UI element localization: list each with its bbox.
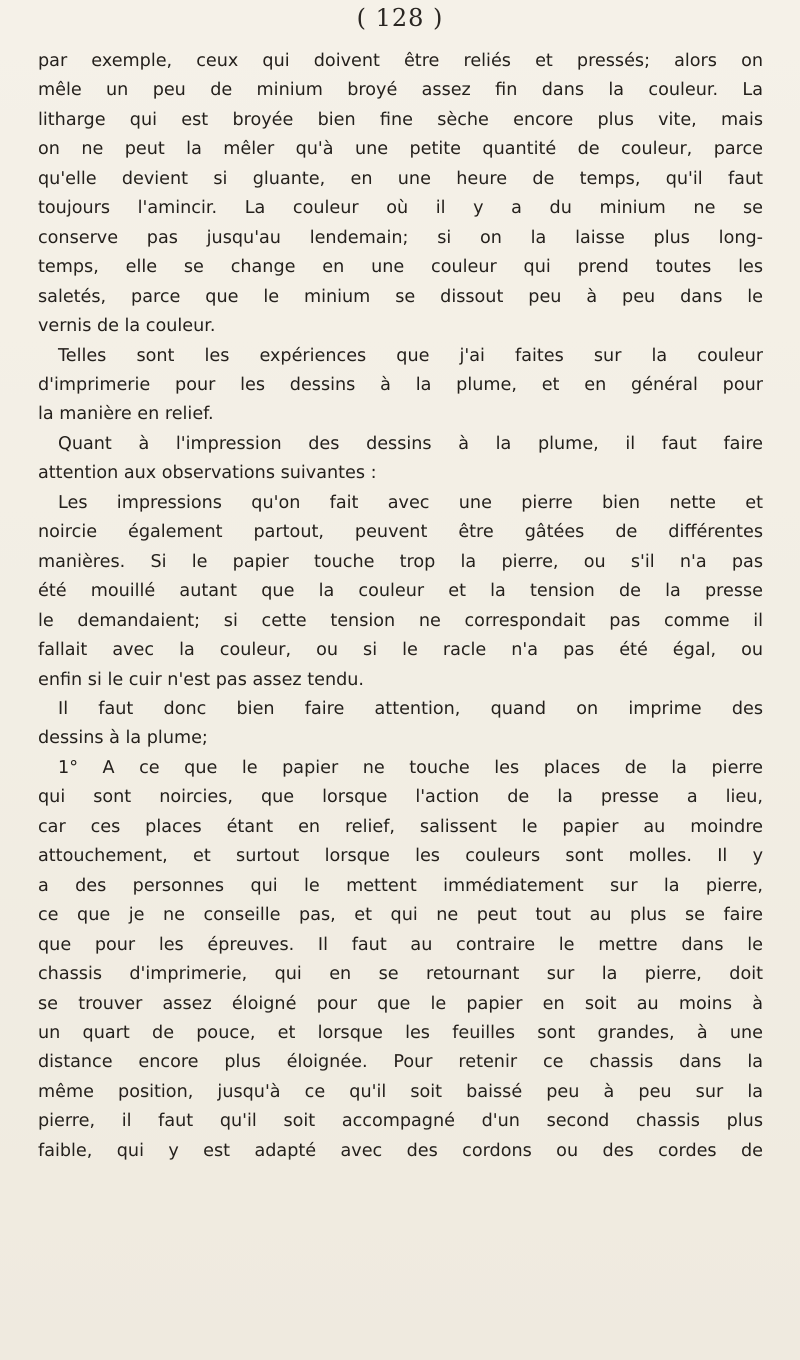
text-line: ce que je ne conseille pas, et qui ne peut tout au plus se faire [38,905,763,926]
text-line: qui sont noircies, que lorsque l'action de la presse a lieu, [38,787,763,808]
text-line: saletés, parce que le minium se dissout peu à peu dans le [38,286,763,307]
text-line: Les impressions qu'on fait avec une pierre bien nette et [58,492,763,513]
text-line: a des personnes qui le mettent immédiatement sur la pierre, [38,875,763,896]
text-line: on ne peut la mêler qu'à une petite quantité de couleur, parce [38,139,763,160]
text-line: dessins à la plume; [38,728,208,749]
text-line: mêle un peu de minium broyé assez fin dans la couleur. La [38,80,763,101]
text-line: le demandaient; si cette tension ne correspondait pas comme il [38,610,763,631]
text-line: par exemple, ceux qui doivent être reliés et pressés; alors on [38,51,763,71]
text-line: la manière en relief. [38,404,214,425]
text-line: fallait avec la couleur, ou si le racle n'a pas été égal, ou [38,640,763,661]
text-line: conserve pas jusqu'au lendemain; si on la laisse plus long- [38,227,763,248]
text-line: enfin si le cuir n'est pas assez tendu. [38,669,365,690]
text-line: que pour les épreuves. Il faut au contraire le mettre dans le [38,934,763,955]
text-line: Quant à l'impression des dessins à la plume, il faut faire [58,433,763,454]
text-line: distance encore plus éloignée. Pour retenir ce chassis dans la [38,1052,763,1073]
text-line: d'imprimerie pour les dessins à la plume, et en général pour [38,374,763,395]
text-line: attention aux observations suivantes : [38,463,377,484]
text-line: qu'elle devient si gluante, en une heure de temps, qu'il faut [38,168,763,189]
text-line: un quart de pouce, et lorsque les feuilles sont grandes, à une [38,1022,763,1043]
text-line: 1° A ce que le papier ne touche les places de la pierre [58,757,763,778]
page-body-text [38,47,763,1166]
text-line: manières. Si le papier touche trop la pierre, ou s'il n'a pas [38,551,763,572]
text-line: temps, elle se change en une couleur qui prend toutes les [38,257,763,278]
text-line: litharge qui est broyée bien fine sèche encore plus vite, mais [38,109,763,130]
text-line: été mouillé autant que la couleur et la tension de la presse [38,581,763,602]
text-line: faible, qui y est adapté avec des cordons ou des cordes de [38,1140,763,1161]
text-line: chassis d'imprimerie, qui en se retournant sur la pierre, doit [38,964,763,985]
text-line: noircie également partout, peuvent être gâtées de différentes [38,522,763,543]
text-line: pierre, il faut qu'il soit accompagné d'un second chassis plus [38,1111,763,1132]
page-number: ( 128 ) [356,4,444,32]
text-line: Il faut donc bien faire attention, quand on imprime des [58,698,763,719]
text-line: car ces places étant en relief, salissent le papier au moindre [38,816,763,837]
text-line: même position, jusqu'à ce qu'il soit baissé peu à peu sur la [38,1081,763,1102]
text-line: Telles sont les expériences que j'ai faites sur la couleur [58,345,763,366]
text-line: vernis de la couleur. [38,316,216,337]
text-line: se trouver assez éloigné pour que le papier en soit au moins à [38,993,763,1014]
text-line: toujours l'amincir. La couleur où il y a du minium ne se [38,198,763,219]
text-line: attouchement, et surtout lorsque les couleurs sont molles. Il y [38,846,763,867]
